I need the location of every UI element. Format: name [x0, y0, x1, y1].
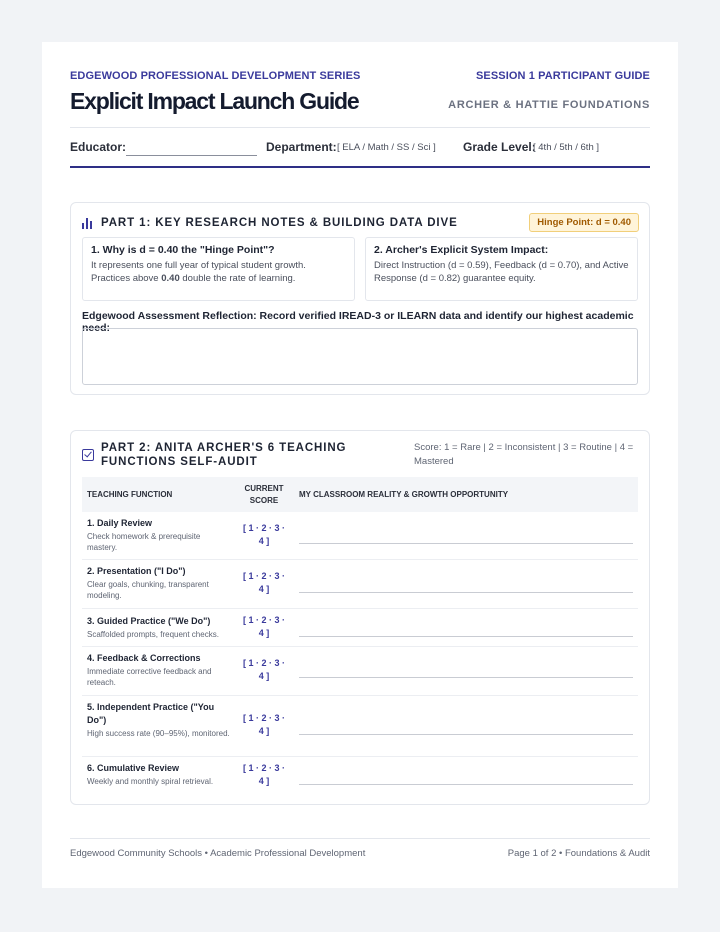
- score-options[interactable]: [ 1 · 2 · 3 · 4 ]: [242, 571, 285, 594]
- reality-response-line[interactable]: [299, 592, 633, 593]
- part1-card: [70, 202, 650, 395]
- table-row: [82, 512, 638, 560]
- table-row: [82, 647, 638, 696]
- worksheet-page: [42, 42, 678, 888]
- series-name: EDGEWOOD PROFESSIONAL DEVELOPMENT SERIES: [70, 70, 361, 82]
- page-footer: [70, 848, 650, 859]
- footer-left: Edgewood Community Schools • Academic Professional Development: [70, 848, 366, 859]
- research-note-hinge-point: [82, 237, 355, 301]
- reality-response-line[interactable]: [299, 543, 633, 544]
- department-label: Department:: [266, 140, 337, 154]
- header-top: [70, 70, 650, 82]
- score-key: Score: 1 = Rare | 2 = Inconsistent | 3 = Routine | 4 = Mastered: [414, 442, 634, 467]
- department-options[interactable]: [ ELA / Math / SS / Sci ]: [337, 142, 436, 153]
- table-row: [82, 609, 638, 647]
- bar-chart-icon: [81, 216, 95, 230]
- score-options[interactable]: [ 1 · 2 · 3 · 4 ]: [242, 713, 285, 736]
- reality-response-line[interactable]: [299, 677, 633, 678]
- part2-title: PART 2: ANITA ARCHER'S 6 TEACHING FUNCTIONS SELF-AUDIT: [101, 442, 347, 468]
- function-name: 6. Cumulative Review: [87, 763, 180, 773]
- session-label: SESSION 1 PARTICIPANT GUIDE: [475, 70, 650, 82]
- page-title: Explicit Impact Launch Guide: [70, 88, 359, 114]
- note-text: Direct Instruction (d = 0.59), Feedback (d = 0.70), and Active Response (d = 0.82) guarantee equity.: [374, 260, 629, 284]
- educator-label: Educator:: [70, 140, 127, 154]
- hinge-point-badge: Hinge Point: d = 0.40: [529, 213, 639, 232]
- header-divider: [70, 127, 650, 128]
- function-name: 2. Presentation ("I Do"): [87, 566, 186, 576]
- score-options[interactable]: [ 1 · 2 · 3 · 4 ]: [242, 658, 285, 681]
- checkbox-icon: [82, 449, 94, 461]
- function-desc: Clear goals, chunking, transparent modeling.: [87, 580, 209, 600]
- function-desc: Scaffolded prompts, frequent checks.: [87, 630, 219, 639]
- note-text: It represents one full year of typical student growth. Practices above 0.40 double the rate of learning.: [91, 260, 306, 284]
- grade-level-label: Grade Level:: [463, 140, 536, 154]
- score-options[interactable]: [ 1 · 2 · 3 · 4 ]: [242, 763, 285, 786]
- reality-response-line[interactable]: [299, 734, 633, 735]
- function-desc: High success rate (90–95%), monitored.: [87, 729, 230, 738]
- table-row: [82, 560, 638, 609]
- function-desc: Check homework & prerequisite mastery.: [87, 532, 201, 552]
- reality-response-line[interactable]: [299, 636, 633, 637]
- educator-field[interactable]: [126, 155, 257, 156]
- col-header-reality: MY CLASSROOM REALITY & GROWTH OPPORTUNITY: [299, 490, 509, 499]
- table-row: [82, 757, 638, 801]
- note-heading: 2. Archer's Explicit System Impact:: [374, 244, 549, 256]
- table-row: [82, 696, 638, 757]
- footer-divider: [70, 838, 650, 839]
- reality-response-line[interactable]: [299, 784, 633, 785]
- function-desc: Weekly and monthly spiral retrieval.: [87, 777, 214, 786]
- score-options[interactable]: [ 1 · 2 · 3 · 4 ]: [242, 615, 285, 638]
- header-rule: [70, 166, 650, 168]
- part2-card: [70, 430, 650, 805]
- function-name: 1. Daily Review: [87, 518, 153, 528]
- grade-level-options[interactable]: [ 4th / 5th / 6th ]: [533, 142, 600, 153]
- function-name: 4. Feedback & Corrections: [87, 653, 201, 663]
- reflection-label: Edgewood Assessment Reflection: Record verified IREAD-3 or ILEARN data and identify our highest academic need:: [82, 310, 634, 334]
- page-subtitle: ARCHER & HATTIE FOUNDATIONS: [448, 99, 650, 111]
- function-name: 5. Independent Practice ("You Do"): [87, 702, 215, 725]
- function-desc: Immediate corrective feedback and reteach.: [87, 667, 212, 687]
- footer-right: Page 1 of 2 • Foundations & Audit: [507, 848, 650, 859]
- col-header-score: CURRENT SCORE: [244, 484, 284, 505]
- part1-title: PART 1: KEY RESEARCH NOTES & BUILDING DATA DIVE: [101, 217, 458, 229]
- note-heading: 1. Why is d = 0.40 the "Hinge Point"?: [91, 244, 275, 256]
- score-options[interactable]: [ 1 · 2 · 3 · 4 ]: [242, 523, 285, 546]
- research-note-archer-impact: [365, 237, 638, 301]
- col-header-function: TEACHING FUNCTION: [87, 490, 173, 499]
- table-header: [82, 477, 638, 512]
- reflection-response-box[interactable]: [82, 328, 638, 385]
- function-name: 3. Guided Practice ("We Do"): [87, 616, 211, 626]
- educator-info-row: [70, 140, 650, 162]
